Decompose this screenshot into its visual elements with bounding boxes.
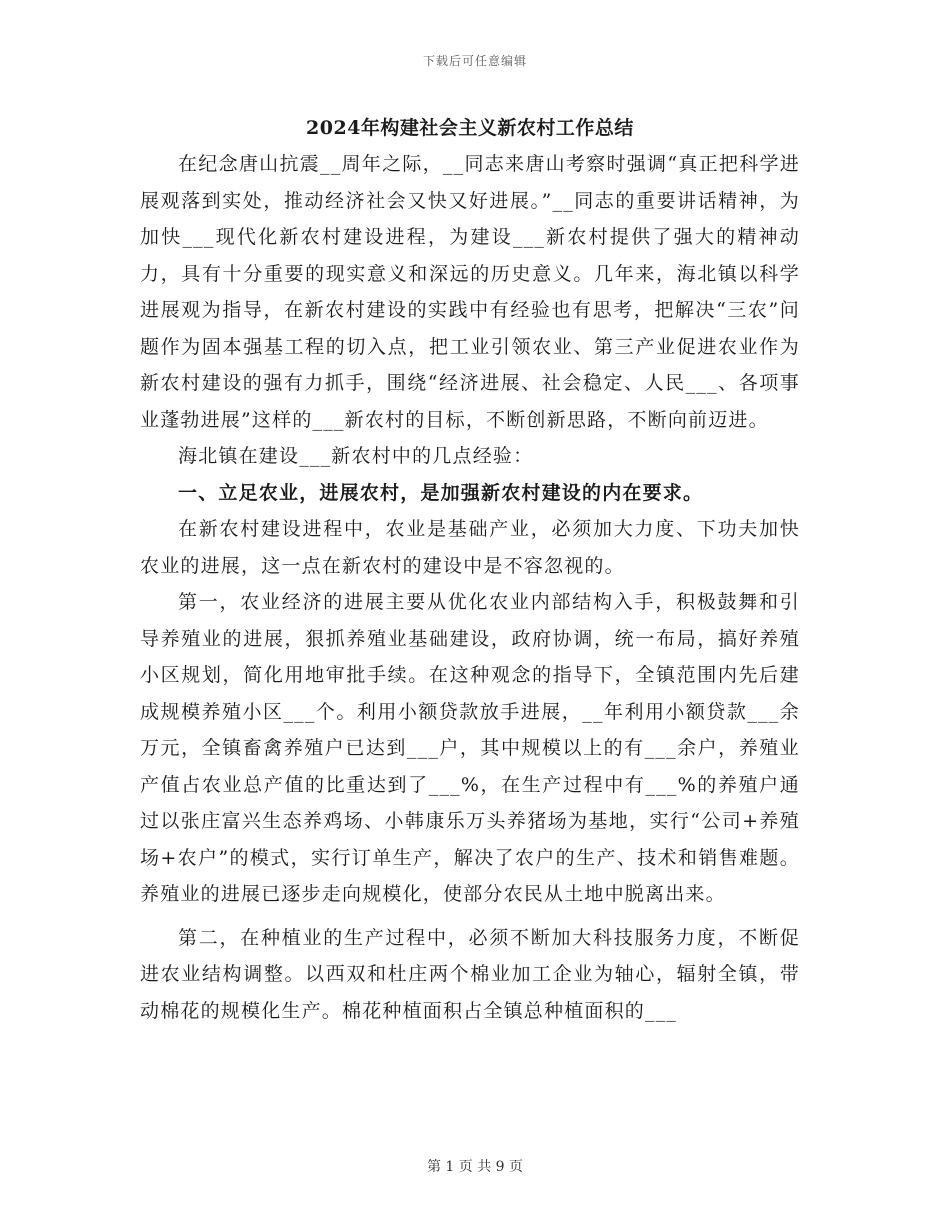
- paragraph-first-point: 第一，农业经济的进展主要从优化农业内部结构入手，积极鼓舞和引导养殖业的进展，狠抓养殖业基础建设，政府协调，统一布局，搞好养殖小区规划，简化用地审批手续。在这种观念的指导下，全镇范围内先后建成规模养殖小区___个。利用小额贷款放手进展，__年利用小额贷款___余万元，全镇畜禽养殖户已达到___户，其中规模以上的有___余户，养殖业产值占农业总产值的比重达到了___%，在生产过程中有___%的养殖户通过以张庄富兴生态养鸡场、小韩康乐万头养猪场为基地，实行“公司+养殖场+农户”的模式，实行订单生产，解决了农户的生产、技术和销售难题。养殖业的进展已逐步走向规模化，使部分农民从土地中脱离出来。: [140, 591, 800, 905]
- page-header-note: 下载后可任意编辑: [422, 54, 527, 68]
- document-body: [140, 112, 800, 1029]
- page-number: 第 1 页 共 9 页: [426, 1159, 524, 1175]
- section-heading-1: 一、立足农业，进展农村，是加强新农村建设的内在要求。: [178, 481, 704, 504]
- paragraph-experience-lead: 海北镇在建设___新农村中的几点经验：: [178, 445, 534, 467]
- paragraph-agriculture-base: 在新农村建设进程中，农业是基础产业，必须加大力度、下功夫加快农业的进展，这一点在新农村的建设中是不容忽视的。: [140, 518, 800, 577]
- paragraph-intro: 在纪念唐山抗震__周年之际，__同志来唐山考察时强调“真正把科学进展观落到实处，推动经济社会又快又好进展。”__同志的重要讲话精神，为加快___现代化新农村建设进程，为建设___新农村提供了强大的精神动力，具有十分重要的现实意义和深远的历史意义。几年来，海北镇以科学进展观为指导，在新农村建设的实践中有经验也有思考，把解决“三农”问题作为固本强基工程的切入点，把工业引领农业、第三产业促进农业作为新农村建设的强有力抓手，围绕“经济进展、社会稳定、人民___、各项事业蓬勃进展”这样的___新农村的目标，不断创新思路，不断向前迈进。: [140, 153, 800, 431]
- paragraph-second-point: 第二，在种植业的生产过程中，必须不断加大科技服务力度，不断促进农业结构调整。以西双和杜庄两个棉业加工企业为轴心，辐射全镇，带动棉花的规模化生产。棉花种植面积占全镇总种植面积的___: [140, 926, 800, 1022]
- document-title: 2024年构建社会主义新农村工作总结: [306, 117, 634, 139]
